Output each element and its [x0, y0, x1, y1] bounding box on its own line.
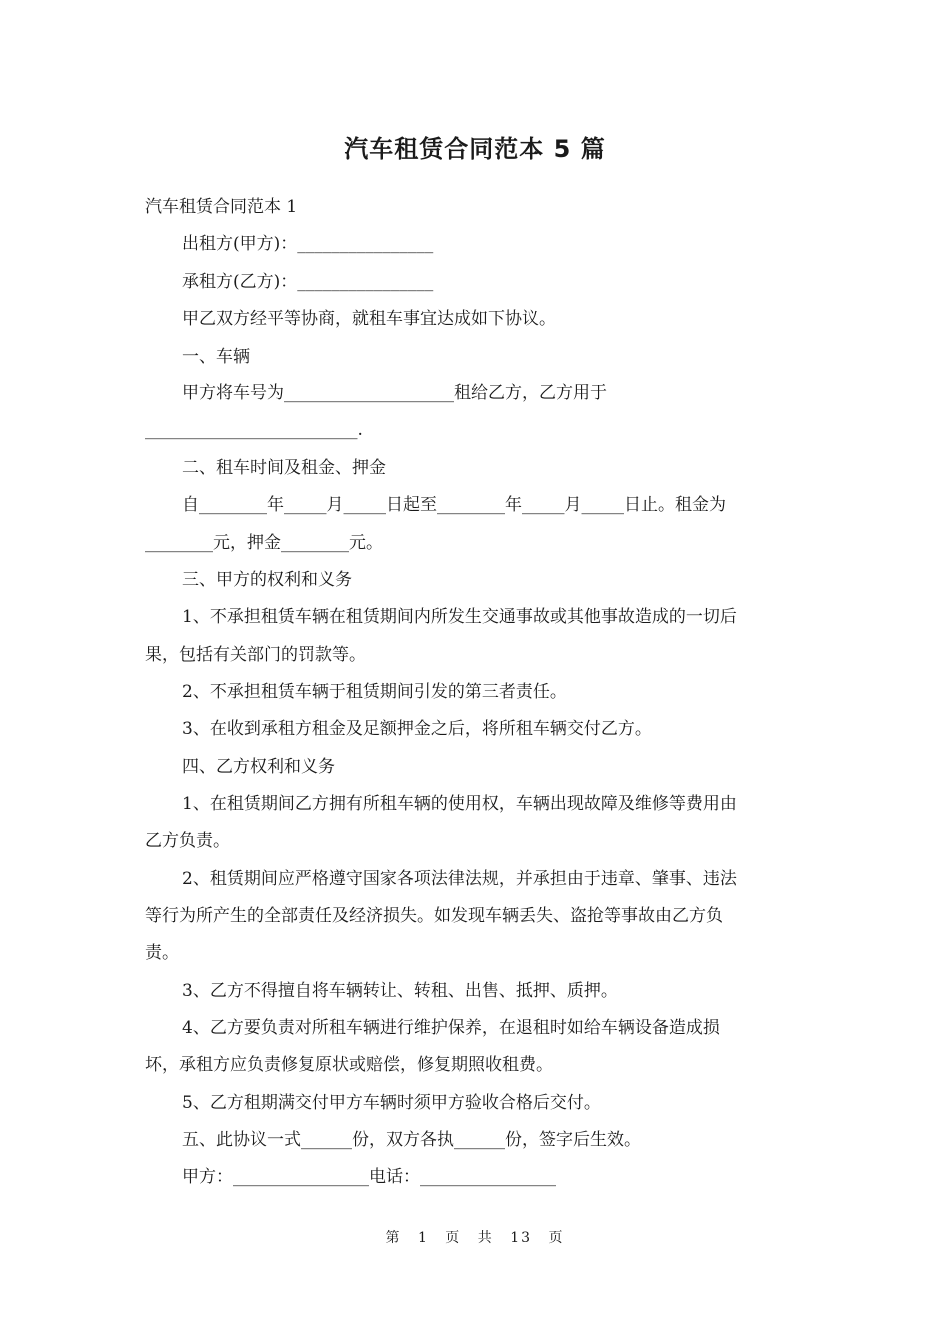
- clause-text: 4、乙方要负责对所租车辆进行维护保养，在退租时如给车辆设备造成损: [182, 1018, 720, 1038]
- clause-text: 等行为所产生的全部责任及经济损失。如发现车辆丢失、盗抢等事故由乙方负: [145, 906, 723, 926]
- lessor-line: 出租方(甲方)：________________: [182, 234, 434, 254]
- clause-text: 果，包括有关部门的罚款等。: [145, 645, 366, 665]
- clause-text: _________________________.: [145, 420, 363, 440]
- clause-heading-rental-period: 二、租车时间及租金、押金: [182, 458, 386, 478]
- clause-text: 5、乙方租期满交付甲方车辆时须甲方验收合格后交付。: [182, 1093, 601, 1113]
- clause-text: 责。: [145, 943, 179, 963]
- clause-text: 2、租赁期间应严格遵守国家各项法律法规，并承担由于违章、肇事、违法: [182, 869, 737, 889]
- lessee-line: 承租方(乙方)：________________: [182, 272, 434, 292]
- clause-text: 1、在租赁期间乙方拥有所租车辆的使用权，车辆出现故障及维修等费用由: [182, 794, 737, 814]
- clause-text: 甲方将车号为____________________租给乙方，乙方用于: [182, 383, 607, 403]
- clause-text: 2、不承担租赁车辆于租赁期间引发的第三者责任。: [182, 682, 567, 702]
- clause-effectiveness: 五、此协议一式______份，双方各执______份，签字后生效。: [182, 1130, 641, 1150]
- clause-heading-party-b: 四、乙方权利和义务: [182, 757, 335, 777]
- clause-text: 1、不承担租赁车辆在租赁期间内所发生交通事故或其他事故造成的一切后: [182, 607, 737, 627]
- document-title: 汽车租赁合同范本 5 篇: [344, 135, 606, 163]
- clause-text: ________元，押金________元。: [145, 533, 383, 553]
- clause-heading-party-a: 三、甲方的权利和义务: [182, 570, 352, 590]
- clause-text: 乙方负责。: [145, 831, 230, 851]
- clause-text: 3、乙方不得擅自将车辆转让、转租、出售、抵押、质押。: [182, 981, 618, 1001]
- section-heading-contract-1: 汽车租赁合同范本 1: [145, 197, 298, 217]
- signature-line: 甲方：________________电话：________________: [182, 1167, 556, 1187]
- clause-text: 自________年_____月_____日起至________年_____月_____日止。租金为: [182, 495, 726, 515]
- clause-heading-vehicle: 一、车辆: [182, 347, 250, 367]
- clause-text: 坏，承租方应负责修复原状或赔偿，修复期照收租费。: [145, 1055, 553, 1075]
- agreement-intro: 甲乙双方经平等协商，就租车事宜达成如下协议。: [182, 309, 556, 329]
- clause-text: 3、在收到承租方租金及足额押金之后，将所租车辆交付乙方。: [182, 719, 652, 739]
- page-number-footer: 第 1 页 共 13 页: [385, 1230, 565, 1246]
